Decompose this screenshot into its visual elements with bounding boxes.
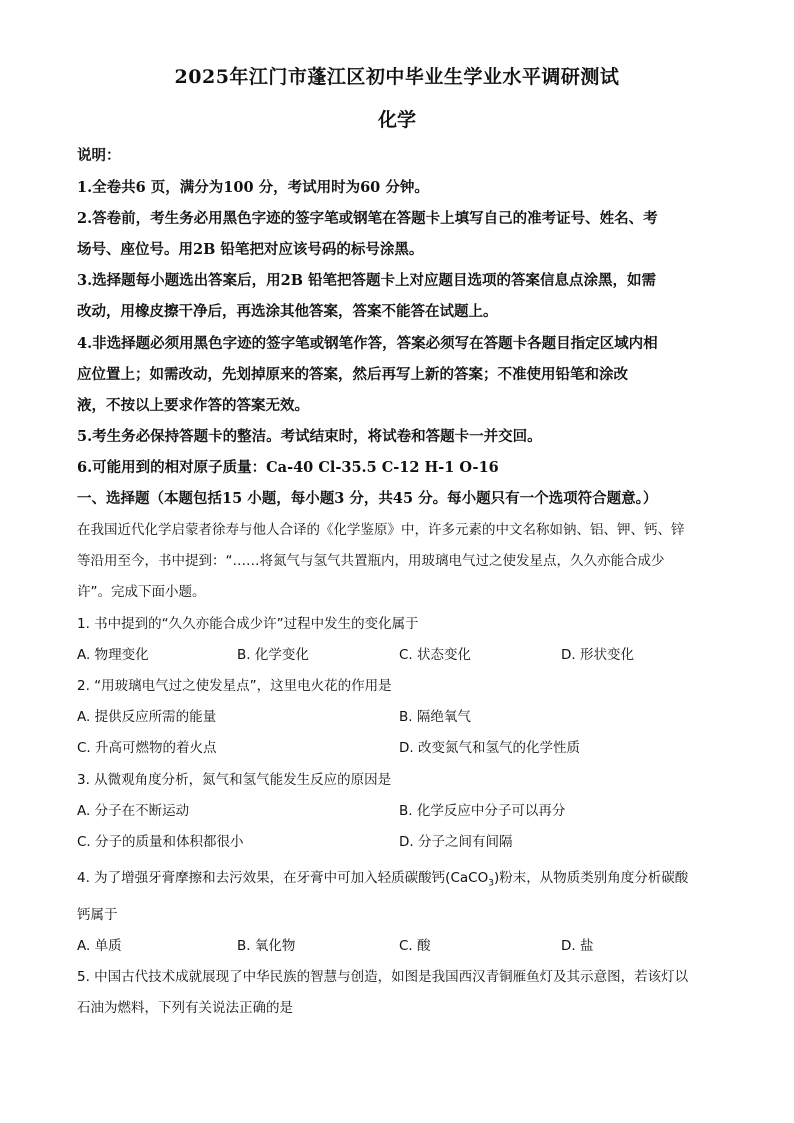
note-line: 4.非选择题必须用黑色字迹的签字笔或钢笔作答，答案必须写在答题卡各题目指定区域内相 (77, 335, 658, 352)
option-b: B. 氧化物 (237, 938, 296, 954)
option-d: D. 盐 (561, 938, 594, 954)
note-line: 3.选择题每小题选出答案后，用2B 铅笔把答题卡上对应题目选项的答案信息点涂黑，如需 (77, 272, 657, 289)
question-stem: 2. “用玻璃电气过之使发星点”，这里电火花的作用是 (77, 678, 392, 694)
option-d: D. 分子之间有间隔 (399, 834, 513, 850)
note-line: 2.答卷前，考生务必用黑色字迹的签字笔或钢笔在答题卡上填写自己的准考证号、姓名、考 (77, 210, 658, 227)
note-line: 液，不按以上要求作答的答案无效。 (77, 397, 309, 414)
question-stem-text: )粉末，从物质类别角度分析碳酸 (493, 870, 689, 886)
option-c: C. 酸 (399, 938, 431, 954)
note-line: 1.全卷共6 页，满分为100 分，考试用时为60 分钟。 (77, 179, 429, 196)
option-b: B. 化学变化 (237, 647, 309, 663)
option-d: D. 改变氮气和氢气的化学性质 (399, 740, 580, 756)
option-a: A. 分子在不断运动 (77, 803, 190, 819)
note-line: 6.可能用到的相对原子质量：Ca-40 Cl-35.5 C-12 H-1 O-16 (77, 459, 499, 476)
question-stem: 3. 从微观角度分析，氮气和氢气能发生反应的原因是 (77, 772, 392, 788)
question-stem-cont: 钙属于 (77, 907, 118, 923)
option-c: C. 分子的质量和体积都很小 (77, 834, 244, 850)
question-stem: 1. 书中提到的“久久亦能合成少许”过程中发生的变化属于 (77, 616, 419, 632)
formula: (CaCO$_3$ (445, 870, 494, 889)
option-c: C. 升高可燃物的着火点 (77, 740, 217, 756)
question-stem-cont: 石油为燃料，下列有关说法正确的是 (77, 1000, 293, 1016)
notes-heading: 说明： (77, 147, 121, 164)
section-heading: 一、选择题（本题包括15 小题，每小题3 分，共45 分。每小题只有一个选项符合题意。） (77, 490, 658, 507)
option-b: B. 化学反应中分子可以再分 (399, 803, 566, 819)
question-stem: 5. 中国古代技术成就展现了中华民族的智慧与创造，如图是我国西汉青铜雁鱼灯及其示意图，若该灯以 (77, 969, 689, 985)
passage-line: 等沿用至今，书中提到：“……将氮气与氢气共置瓶内，用玻璃电气过之使发星点，久久亦能合成少 (77, 553, 665, 569)
option-c: C. 状态变化 (399, 647, 472, 663)
passage-line: 在我国近代化学启蒙者徐寿与他人合译的《化学鉴原》中，许多元素的中文名称如钠、铝、钾、钙、锌 (77, 522, 685, 538)
option-a: A. 提供反应所需的能量 (77, 709, 217, 725)
passage-line: 许”。完成下面小题。 (77, 584, 206, 600)
note-line: 应位置上；如需改动，先划掉原来的答案，然后再写上新的答案；不准使用铅笔和涂改 (77, 366, 628, 383)
option-a: A. 物理变化 (77, 647, 149, 663)
question-stem-text: 4. 为了增强牙膏摩擦和去污效果，在牙膏中可加入轻质碳酸钙 (77, 870, 446, 886)
note-line: 改动，用橡皮擦干净后，再选涂其他答案，答案不能答在试题上。 (77, 303, 498, 320)
exam-title: 2025年江门市蓬江区初中毕业生学业水平调研测试 (174, 66, 620, 88)
option-a: A. 单质 (77, 938, 122, 954)
note-line: 场号、座位号。用2B 铅笔把对应该号码的标号涂黑。 (77, 241, 424, 258)
option-d: D. 形状变化 (561, 647, 634, 663)
option-b: B. 隔绝氧气 (399, 709, 471, 725)
subject-title: 化学 (377, 109, 416, 131)
question-stem (77, 868, 727, 894)
note-line: 5.考生务必保持答题卡的整洁。考试结束时，将试卷和答题卡一并交回。 (77, 428, 542, 445)
